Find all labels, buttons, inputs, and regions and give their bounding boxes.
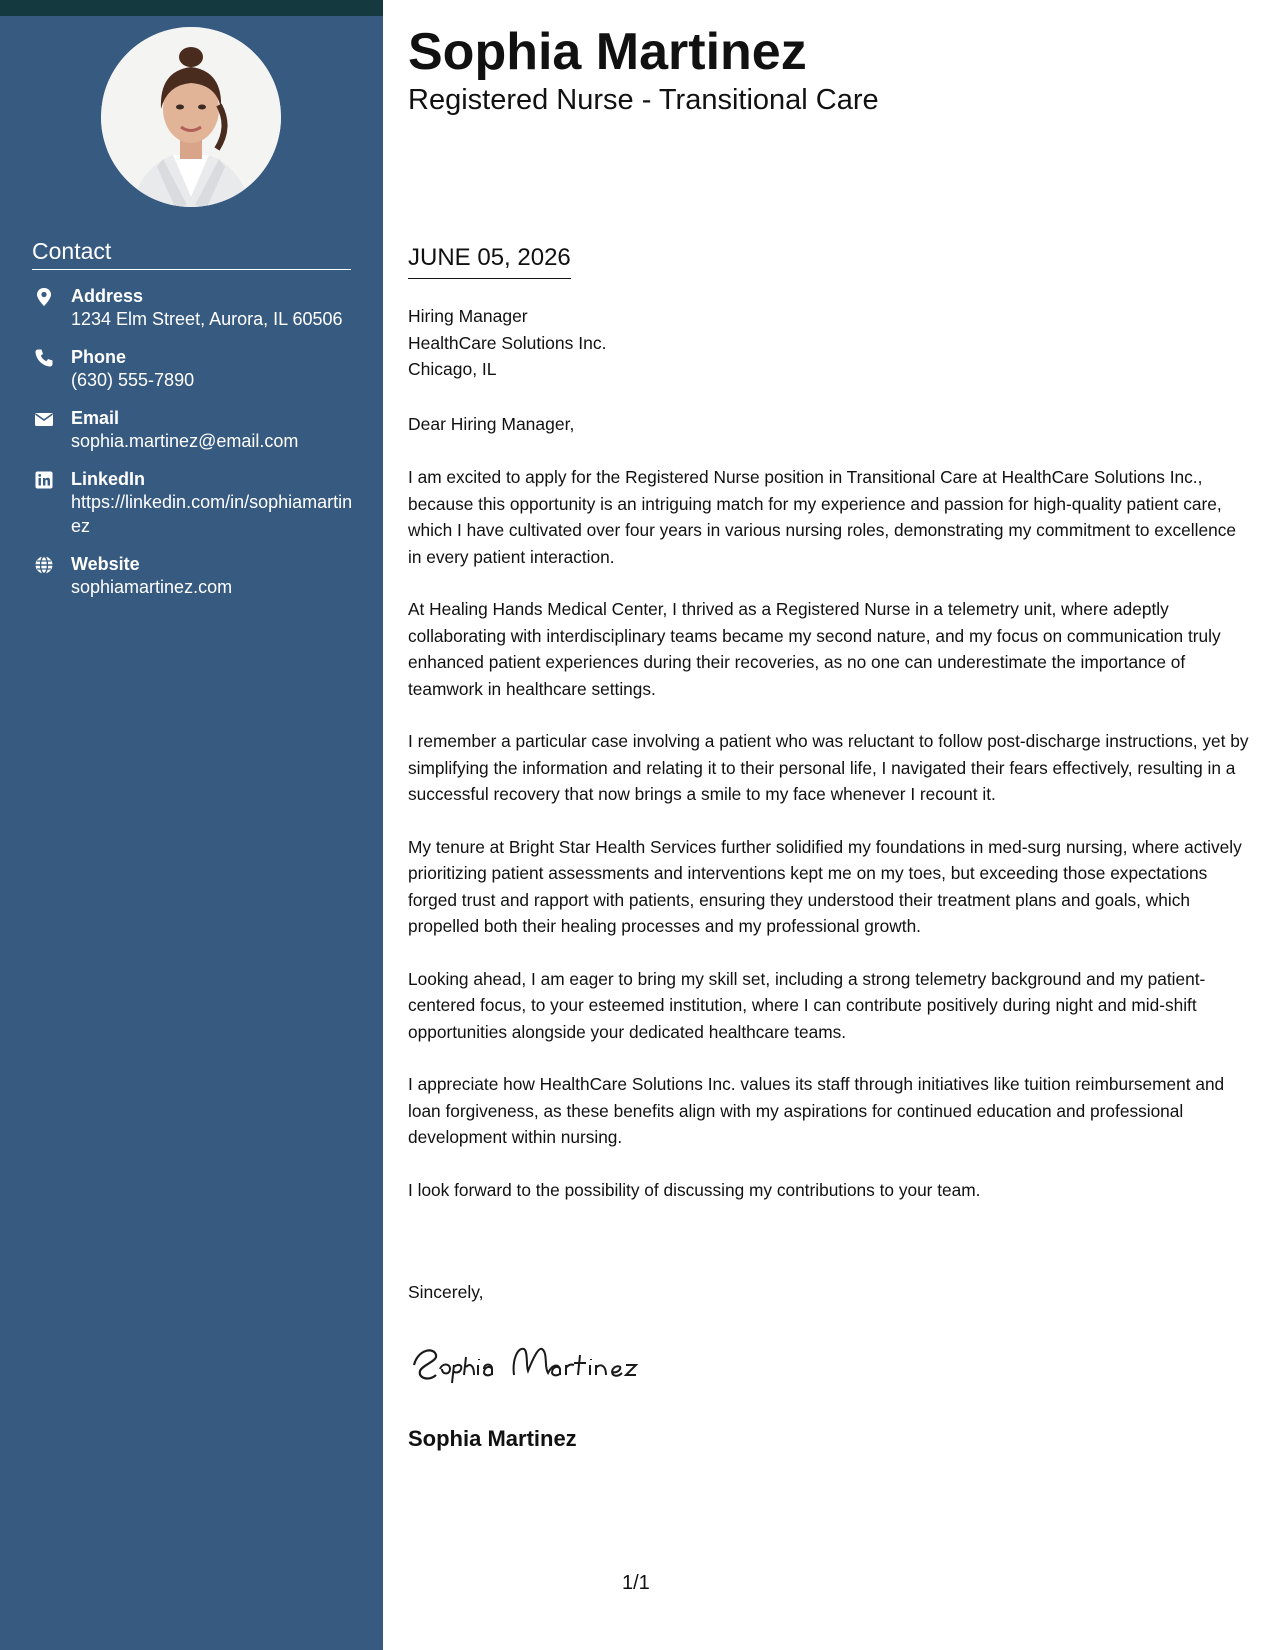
contact-label: Email (71, 408, 120, 428)
sidebar (0, 0, 383, 1650)
globe-icon (34, 555, 54, 575)
sidebar-top-band (0, 0, 383, 16)
contact-address (32, 285, 362, 331)
body-paragraph: My tenure at Bright Star Health Services further solidified my foundations in med-surg nursing, where actively prioritizing patient assessments and interventions kept me on my toes, but exceeding those expectations forged trust and rapport with patients, ensuring they understood their treatment plans and goals, which propelled both their healing processes and my professional growth. (408, 836, 1242, 936)
body-paragraph: I am excited to apply for the Registered Nurse position in Transitional Care at HealthCare Solutions Inc., because this opportunity is an intriguing match for my experience and passion for high-quality patient care, which I have cultivated over four years in various nursing roles, demonstrating my commitment to excellence in every patient interaction. (408, 467, 1236, 567)
contact-value: (630) 555-7890 (71, 370, 195, 390)
map-pin-icon (34, 287, 54, 307)
avatar (101, 27, 281, 207)
applicant-name: Sophia Martinez (408, 23, 807, 81)
letter-body (408, 464, 1253, 1229)
contact-label: Address (71, 286, 144, 306)
contact-label: Website (71, 554, 140, 574)
contact-website (32, 553, 362, 599)
contact-email (32, 407, 362, 453)
body-paragraph: Looking ahead, I am eager to bring my skill set, including a strong telemetry background and my patient-centered focus, to your esteemed institution, where I can contribute positively during night and mid-shift opportunities alongside your dedicated healthcare teams. (408, 968, 1206, 1042)
contact-link[interactable]: https://linkedin.com/in/sophiamartinez (71, 492, 353, 536)
body-paragraph: At Healing Hands Medical Center, I thrived as a Registered Nurse in a telemetry unit, where adeptly collaborating with interdisciplinary teams became my second nature, and my focus on communication truly enhanced patient experiences during their recoveries, as no one can underestimate the importance of teamwork in healthcare settings. (408, 599, 1221, 699)
contact-list (32, 285, 362, 614)
recipient-line: HealthCare Solutions Inc. (408, 332, 607, 353)
envelope-icon (34, 409, 54, 429)
applicant-role: Registered Nurse - Transitional Care (408, 84, 879, 116)
contact-label: LinkedIn (71, 469, 146, 489)
recipient-block (408, 303, 606, 383)
contact-label: Phone (71, 347, 127, 367)
signed-name: Sophia Martinez (408, 1426, 577, 1451)
salutation: Dear Hiring Manager, (408, 414, 575, 434)
contact-link[interactable]: sophiamartinez.com (71, 577, 233, 597)
linkedin-icon (34, 470, 54, 490)
contact-value: sophia.martinez@email.com (71, 431, 299, 451)
body-paragraph: I look forward to the possibility of discussing my contributions to your team. (408, 1179, 981, 1200)
letter-date: JUNE 05, 2026 (408, 244, 571, 279)
page-number: 1/1 (622, 1572, 650, 1594)
contact-value: 1234 Elm Street, Aurora, IL 60506 (71, 309, 343, 329)
contact-phone (32, 346, 362, 392)
recipient-line: Hiring Manager (408, 306, 528, 326)
body-paragraph: I appreciate how HealthCare Solutions Inc. values its staff through initiatives like tuition reimbursement and loan forgiveness, as these benefits align with my aspirations for continued education and professional development within nursing. (408, 1074, 1225, 1147)
contact-linkedin (32, 468, 362, 538)
body-paragraph: I remember a particular case involving a patient who was reluctant to follow post-discharge instructions, yet by simplifying the information and relating it to their personal life, I navigated their fears effectively, resulting in a successful recovery that now brings a smile to my face whenever I recount it. (408, 731, 1249, 804)
signature (408, 1335, 678, 1387)
recipient-line: Chicago, IL (408, 359, 497, 379)
contact-heading: Contact (32, 238, 351, 270)
phone-icon (34, 348, 54, 368)
closing: Sincerely, (408, 1282, 484, 1302)
